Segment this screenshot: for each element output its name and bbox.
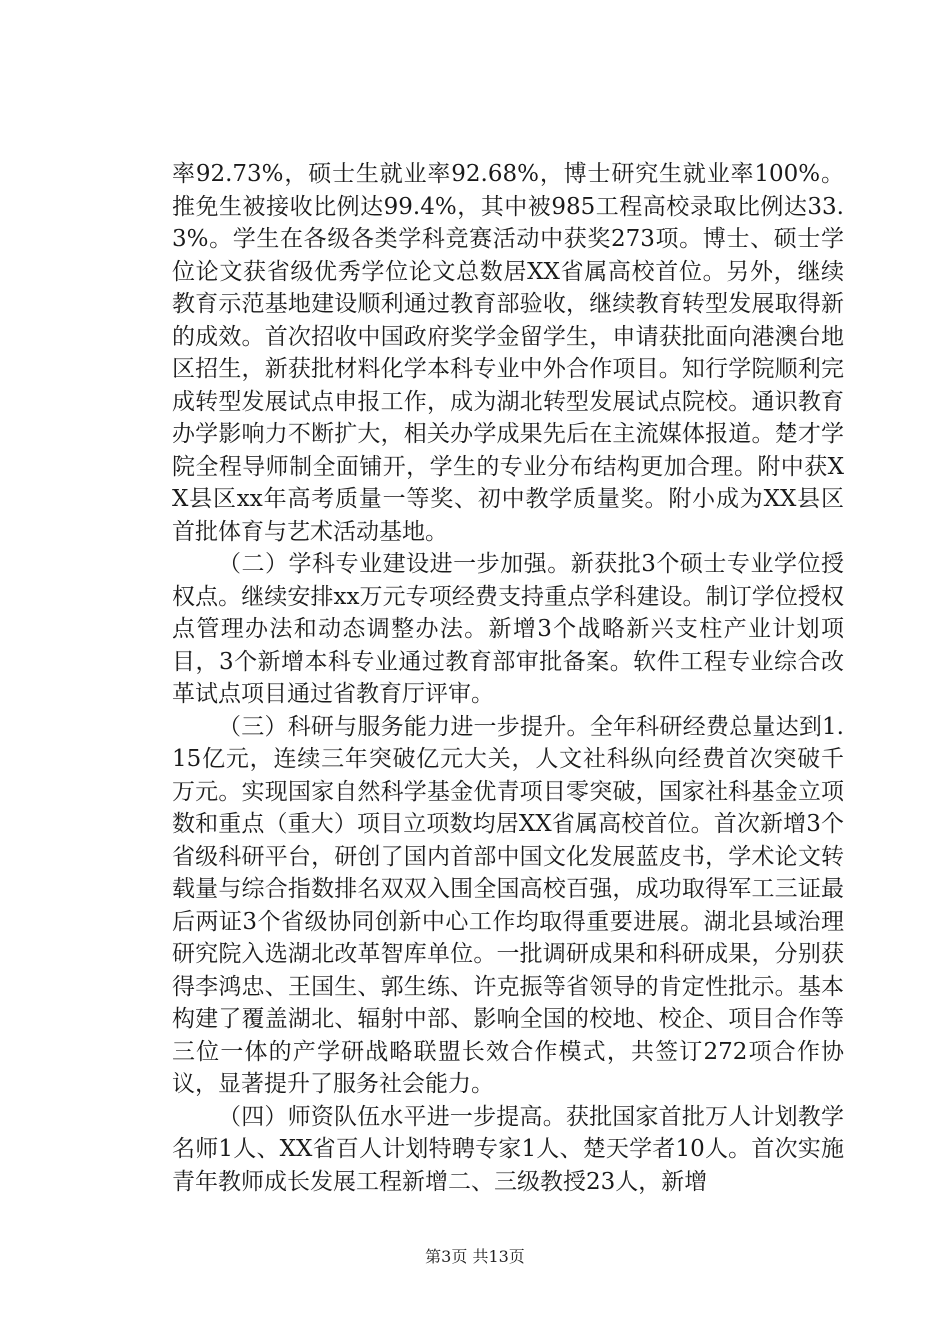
paragraph-discipline-construction: （二）学科专业建设进一步加强。新获批3个硕士专业学位授权点。继续安排xx万元专项经费支持重点学科建设。制订学位授权点管理办法和动态调整办法。新增3个战略新兴支柱产业计划项目，3个新增本科专业通过教育部审批备案。软件工程专业综合改革试点项目通过省教育厅评审。 [172,551,844,707]
document-body [172,158,844,1198]
paragraph-faculty: （四）师资队伍水平进一步提高。获批国家首批万人计划教学名师1人、XX省百人计划特聘专家1人、楚天学者10人。首次实施青年教师成长发展工程新增二、三级教授23人，新增 [172,1103,844,1195]
paragraph-employment-rates: 率92.73%，硕士生就业率92.68%，博士研究生就业率100%。推免生被接收比例达99.4%，其中被985工程高校录取比例达33.3%。学生在各级各类学科竞赛活动中获奖273项。博士、硕士学位论文获省级优秀学位论文总数居XX省属高校首位。另外，继续教育示范基地建设顺利通过教育部验收，继续教育转型发展取得新的成效。首次招收中国政府奖学金留学生，申请获批面向港澳台地区招生，新获批材料化学本科专业中外合作项目。知行学院顺利完成转型发展试点申报工作，成为湖北转型发展试点院校。通识教育办学影响力不断扩大，相关办学成果先后在主流媒体报道。楚才学院全程导师制全面铺开，学生的专业分布结构更加合理。附中获XX县区xx年高考质量一等奖、初中教学质量奖。附小成为XX县区首批体育与艺术活动基地。 [172,161,844,545]
page-footer: 第3页 共13页 [425,1247,525,1266]
paragraph-research-service: （三）科研与服务能力进一步提升。全年科研经费总量达到1.15亿元，连续三年突破亿元大关，人文社科纵向经费首次突破千万元。实现国家自然科学基金优青项目零突破，国家社科基金立项数和重点（重大）项目立项数均居XX省属高校首位。首次新增3个省级科研平台，研创了国内首部中国文化发展蓝皮书，学术论文转载量与综合指数排名双双入围全国高校百强，成功取得军工三证最后两证3个省级协同创新中心工作均取得重要进展。湖北县域治理研究院入选湖北改革智库单位。一批调研成果和科研成果，分别获得李鸿忠、王国生、郭生练、许克振等省领导的肯定性批示。基本构建了覆盖湖北、辐射中部、影响全国的校地、校企、项目合作等三位一体的产学研战略联盟长效合作模式，共签订272项合作协议，显著提升了服务社会能力。 [172,713,844,1097]
